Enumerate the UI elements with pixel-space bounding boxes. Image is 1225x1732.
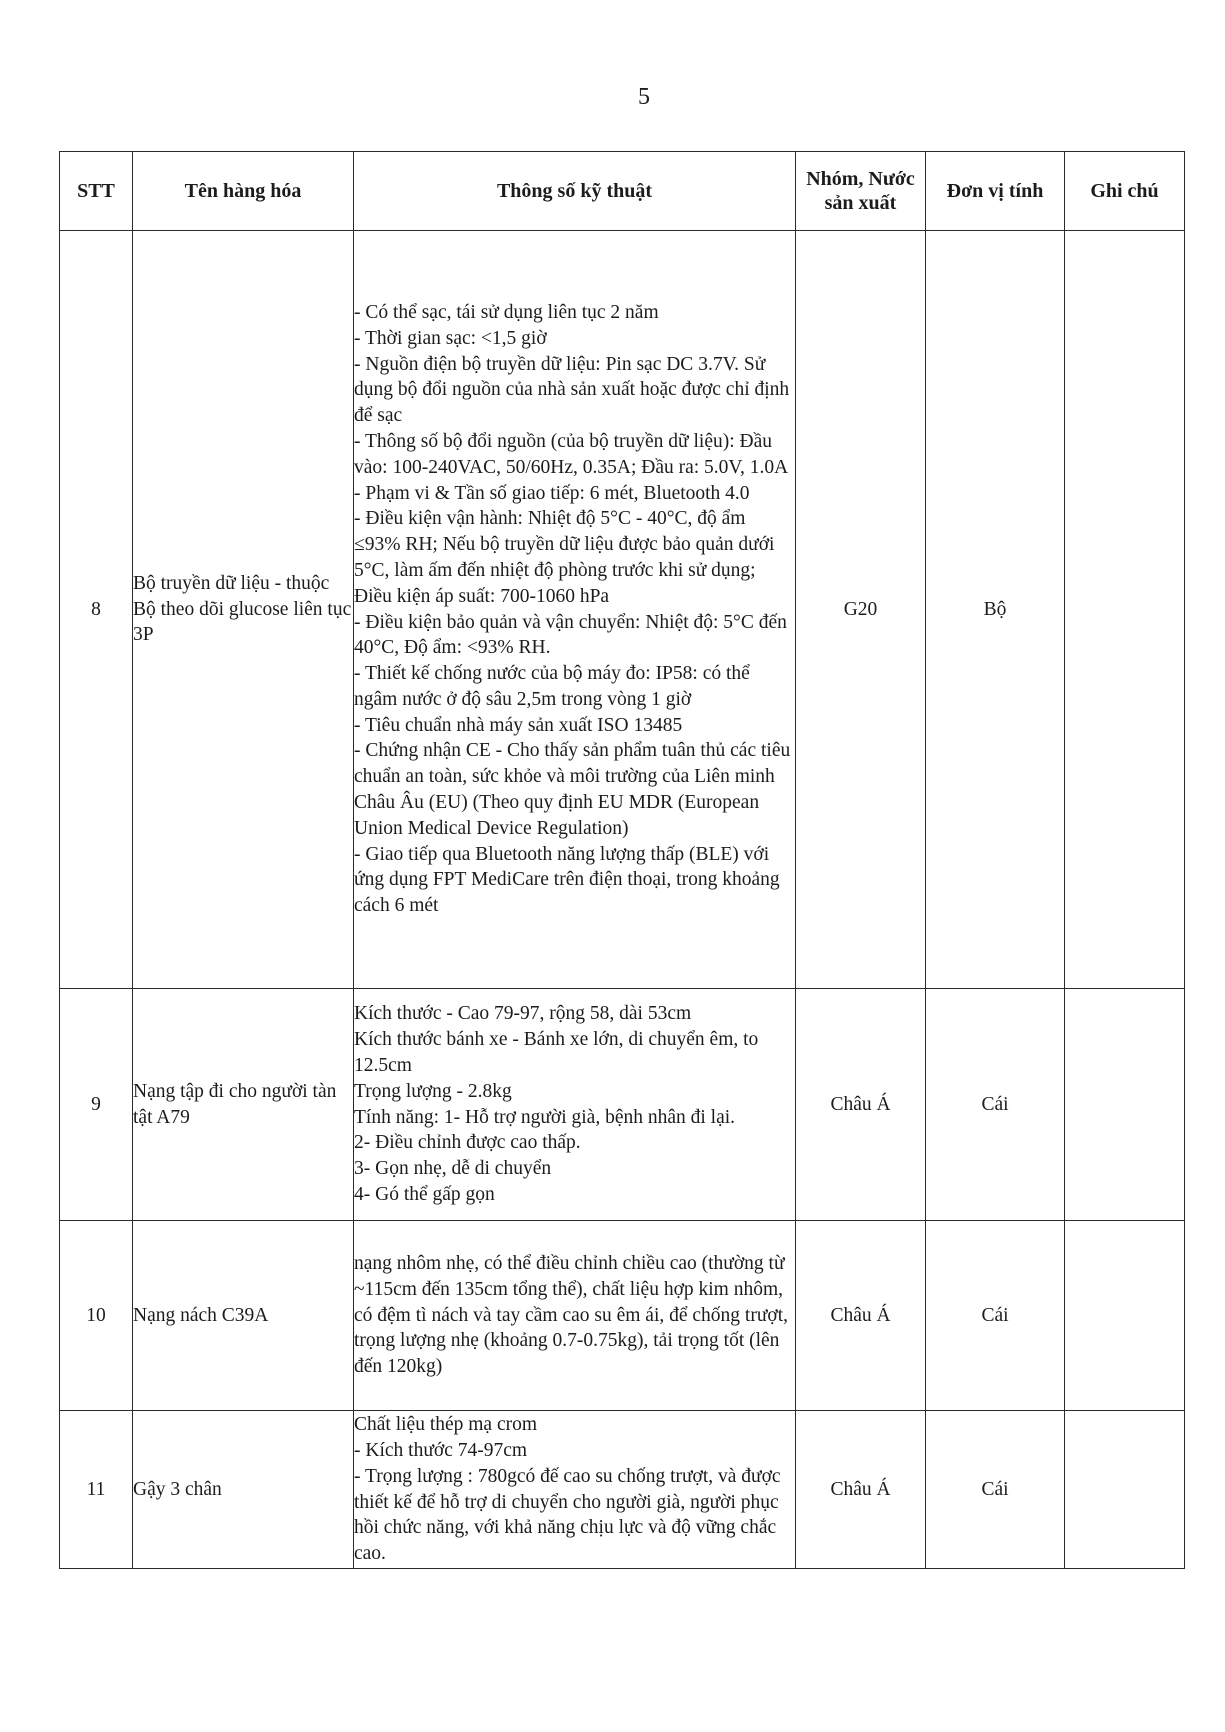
row-group: Châu Á: [796, 989, 926, 1221]
row-note: [1065, 1221, 1185, 1411]
spec-line: - Chứng nhận CE - Cho thấy sản phẩm tuân thủ các tiêu chuẩn an toàn, sức khỏe và môi trường của Liên minh Châu Âu (EU) (Theo quy định EU MDR (European Union Medical Device Regulation): [354, 740, 791, 839]
table-row: [60, 1411, 1185, 1569]
row-name: Gậy 3 chân: [133, 1411, 354, 1569]
row-name: Nạng nách C39A: [133, 1221, 354, 1411]
row-spec: [354, 231, 796, 989]
table-header-row: [60, 152, 1185, 231]
spec-line: - Trọng lượng : 780gcó đế cao su chống trượt, và được thiết kế để hỗ trợ di chuyển cho người già, người phục hồi chức năng, với khả năng chịu lực và độ vững chắc cao.: [354, 1465, 781, 1565]
spec-line: - Phạm vi & Tần số giao tiếp: 6 mét, Bluetooth 4.0: [354, 482, 750, 504]
row-unit: Bộ: [926, 231, 1065, 989]
spec-line: - Giao tiếp qua Bluetooth năng lượng thấp (BLE) với ứng dụng FPT MediCare trên điện thoại, trong khoảng cách 6 mét: [354, 843, 780, 917]
row-spec: [354, 989, 796, 1221]
row-unit: Cái: [926, 989, 1065, 1221]
row-stt: 11: [60, 1411, 133, 1569]
spec-line: - Tiêu chuẩn nhà máy sản xuất ISO 13485: [354, 714, 683, 736]
spec-line: 3- Gọn nhẹ, dễ di chuyển: [354, 1158, 552, 1180]
spec-line: 4- Gó thể gấp gọn: [354, 1183, 495, 1205]
row-note: [1065, 231, 1185, 989]
row-note: [1065, 989, 1185, 1221]
row-note: [1065, 1411, 1185, 1569]
spec-line: - Thông số bộ đổi nguồn (của bộ truyền dữ liệu): Đầu vào: 100-240VAC, 50/60Hz, 0.35A; Đầu ra: 5.0V, 1.0A: [354, 430, 789, 478]
header-name: Tên hàng hóa: [133, 152, 354, 231]
spec-line: 2- Điều chỉnh được cao thấp.: [354, 1132, 581, 1154]
row-group: G20: [796, 231, 926, 989]
row-stt: 9: [60, 989, 133, 1221]
spec-line: Chất liệu thép mạ crom: [354, 1414, 538, 1436]
header-note: Ghi chú: [1065, 152, 1185, 231]
page-number: 5: [638, 84, 650, 110]
spec-line: - Điều kiện bảo quản và vận chuyển: Nhiệt độ: 5°C đến 40°C, Độ ẩm: <93% RH.: [354, 611, 787, 659]
table-row: [60, 1221, 1185, 1411]
row-spec: [354, 1411, 796, 1569]
header-group: Nhóm, Nước sản xuất: [796, 152, 926, 231]
row-group: Châu Á: [796, 1411, 926, 1569]
table-row: [60, 231, 1185, 989]
spec-line: - Kích thước 74-97cm: [354, 1439, 528, 1461]
row-unit: Cái: [926, 1411, 1065, 1569]
row-spec: [354, 1221, 796, 1411]
header-unit: Đơn vị tính: [926, 152, 1065, 231]
row-name: Nạng tập đi cho người tàn tật A79: [133, 989, 354, 1221]
spec-line: Tính năng: 1- Hỗ trợ người già, bệnh nhân đi lại.: [354, 1106, 736, 1128]
row-group: Châu Á: [796, 1221, 926, 1411]
spec-line: Kích thước - Cao 79-97, rộng 58, dài 53cm: [354, 1003, 692, 1025]
spec-line: - Điều kiện vận hành: Nhiệt độ 5°C - 40°C, độ ẩm ≤93% RH; Nếu bộ truyền dữ liệu được bảo quản dưới 5°C, làm ấm đến nhiệt độ phòng trước khi sử dụng; Điều kiện áp suất: 700-1060 hPa: [354, 508, 775, 607]
header-stt: STT: [60, 152, 133, 231]
spec-line: nạng nhôm nhẹ, có thể điều chỉnh chiều cao (thường từ ~115cm đến 135cm tổng thể), chất liệu hợp kim nhôm, có đệm tì nách và tay cầm cao su êm ái, để chống trượt, trọng lượng nhẹ (khoảng 0.7-0.75kg), tải trọng tốt (lên đến 120kg): [354, 1253, 789, 1378]
row-stt: 8: [60, 231, 133, 989]
row-unit: Cái: [926, 1221, 1065, 1411]
header-spec: Thông số kỹ thuật: [354, 152, 796, 231]
spec-line: - Có thể sạc, tái sử dụng liên tục 2 năm: [354, 301, 659, 323]
row-stt: 10: [60, 1221, 133, 1411]
spec-line: Trọng lượng - 2.8kg: [354, 1080, 512, 1102]
spec-line: - Thiết kế chống nước của bộ máy đo: IP58: có thể ngâm nước ở độ sâu 2,5m trong vòng 1 giờ: [354, 663, 750, 710]
spec-line: Kích thước bánh xe - Bánh xe lớn, di chuyển êm, to 12.5cm: [354, 1029, 759, 1076]
spec-line: - Thời gian sạc: <1,5 giờ: [354, 327, 547, 349]
spec-line: - Nguồn điện bộ truyền dữ liệu: Pin sạc DC 3.7V. Sử dụng bộ đổi nguồn của nhà sản xuất hoặc được chỉ định để sạc: [354, 353, 790, 427]
table-row: [60, 989, 1185, 1221]
row-name: Bộ truyền dữ liệu - thuộc Bộ theo dõi glucose liên tục 3P: [133, 231, 354, 989]
goods-table: [59, 151, 1185, 1569]
